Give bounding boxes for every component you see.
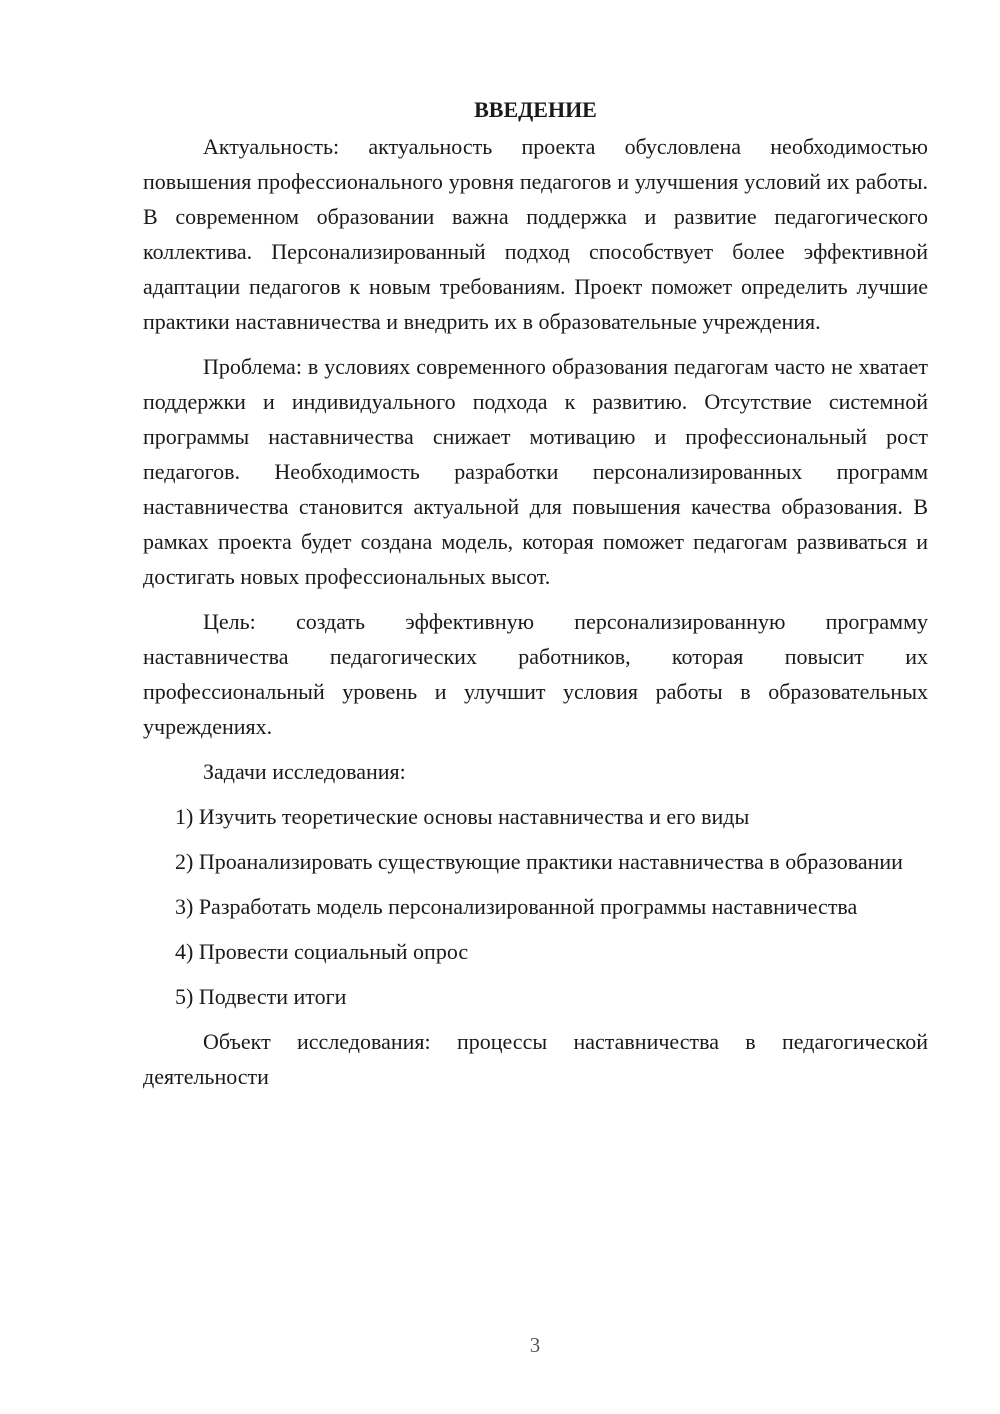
- task-item-1: 1) Изучить теоретические основы наставничества и его виды: [175, 804, 750, 829]
- task-item-4: 4) Провести социальный опрос: [175, 939, 469, 964]
- tasks-heading: Задачи исследования:: [203, 759, 406, 784]
- paragraph-relevance: Актуальность: актуальность проекта обусловлена необходимостью повышения профессионального уровня педагогов и улучшения условий их работы. В современном образовании важна поддержка и развитие педагогического коллектива. Персонализированный подход способствует более эффективной адаптации педагогов к новым требованиям. Проект поможет определить лучшие практики наставничества и внедрить их в образовательные учреждения.: [143, 134, 928, 334]
- paragraph-goal: Цель: создать эффективную персонализированную программу наставничества педагогических работников, которая повысит их профессиональный уровень и улучшит условия работы в образовательных учреждениях.: [143, 609, 928, 739]
- section-heading: ВВЕДЕНИЕ: [474, 97, 597, 122]
- task-item-2: 2) Проанализировать существующие практики наставничества в образовании: [175, 849, 903, 874]
- paragraph-object: Объект исследования: процессы наставничества в педагогической деятельности: [143, 1029, 928, 1089]
- task-item-5: 5) Подвести итоги: [175, 984, 347, 1009]
- page-number: 3: [529, 1333, 541, 1357]
- document-page: [143, 92, 928, 1104]
- paragraph-problem: Проблема: в условиях современного образования педагогам часто не хватает поддержки и индивидуального подхода к развитию. Отсутствие системной программы наставничества снижает мотивацию и профессиональный рост педагогов. Необходимость разработки персонализированных программ наставничества становится актуальной для повышения качества образования. В рамках проекта будет создана модель, которая поможет педагогам развиваться и достигать новых профессиональных высот.: [143, 354, 928, 589]
- task-item-3: 3) Разработать модель персонализированной программы наставничества: [175, 894, 858, 919]
